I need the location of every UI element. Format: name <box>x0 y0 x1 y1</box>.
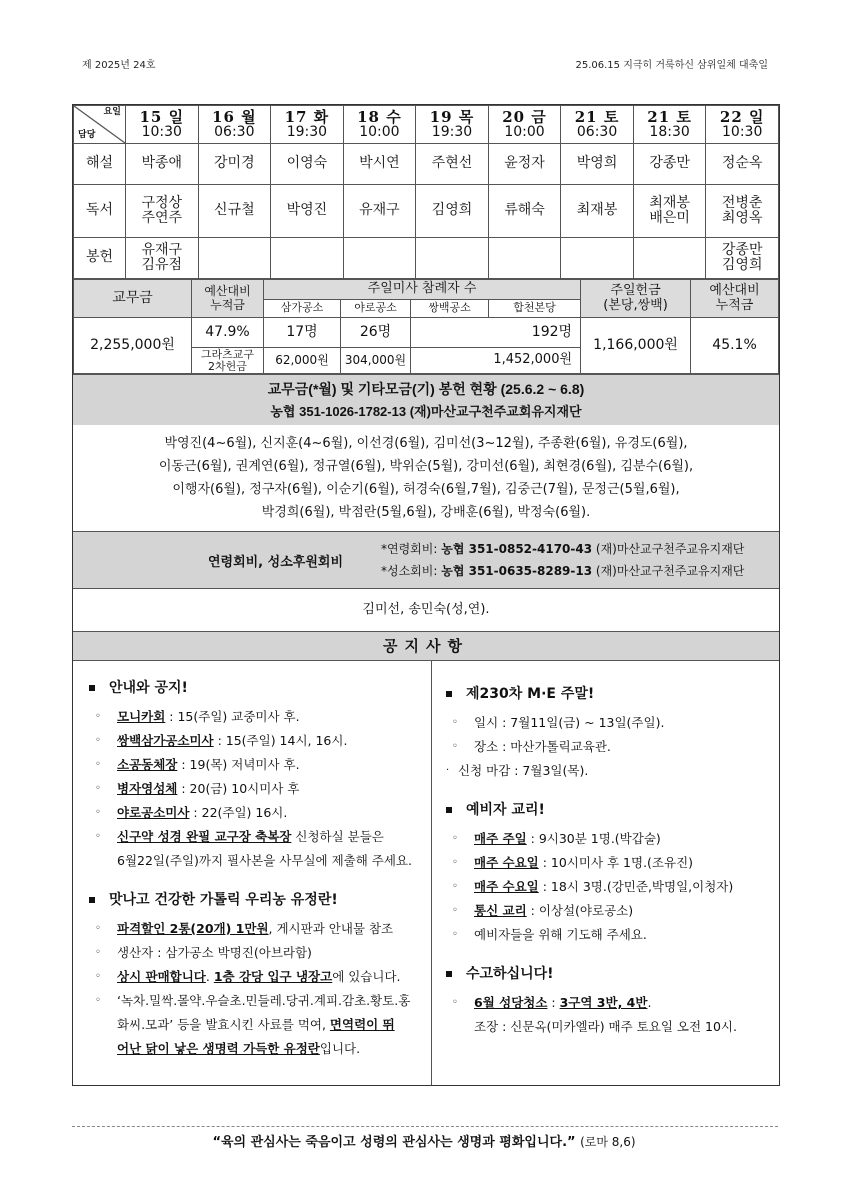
notice-item <box>446 923 779 947</box>
money-value-row <box>74 318 779 348</box>
notice-item <box>89 989 431 1013</box>
item-text: ‘녹차.밀싹.몰약.우슬초.민들레.당귀.계피.감초.황토.홍 <box>117 993 411 1008</box>
day-label: 18 수 <box>357 107 402 126</box>
date-feast: 25.06.15 지극히 거룩하신 삼위일체 대축일 <box>575 60 768 71</box>
item-emphasis: 1층 강당 입구 냉장고 <box>213 969 333 984</box>
notice-item <box>89 825 431 849</box>
notice-item <box>89 705 431 729</box>
schedule-cell: 정순옥 <box>706 144 779 185</box>
dot-bullet-icon: · <box>446 765 450 776</box>
schedule-cell: 박영진 <box>271 185 344 238</box>
item-text: 신청 마감 : 7월3일(목). <box>458 763 589 778</box>
place-label: 쌍백공소 <box>411 300 489 318</box>
circle-bullet-icon: ◦ <box>95 831 101 842</box>
schedule-row-reading <box>74 185 779 238</box>
contributor-line: 이동근(6월), 권계연(6월), 정규열(6월), 박위순(5월), 강미선(6월), 최현경(6월), 김분수(6월), <box>158 459 694 474</box>
account-holder: (재)마산교구천주교유지재단 <box>592 564 745 578</box>
money-head-row-1 <box>74 280 779 300</box>
issue-number: 제 2025년 24호 <box>82 60 156 71</box>
item-text: 입니다. <box>319 1041 361 1056</box>
schedule-row-offering <box>74 238 779 279</box>
contributor-line: 박경희(6월), 박점란(5월,6월), 강배훈(6월), 박정숙(6월). <box>261 505 591 520</box>
circle-bullet-icon: ◦ <box>95 971 101 982</box>
notice-item <box>446 711 779 735</box>
account-prefix: *연령회비: <box>381 542 442 556</box>
circle-bullet-icon: ◦ <box>95 807 101 818</box>
memorial-fee-account <box>381 538 744 560</box>
notice-item <box>89 753 431 777</box>
item-text: 일시 : 7월11일(금) ~ 13일(주일). <box>474 715 665 730</box>
second-collection-samga: 62,000원 <box>264 348 341 374</box>
fees-accounts <box>381 538 744 582</box>
notice-item-continued: 6월22일(주일)까지 필사본을 사무실에 제출해 주세요. <box>117 853 412 868</box>
heading-text: 제230차 M·E 주말! <box>466 686 595 702</box>
second-collection-main: 1,452,000원 <box>411 348 581 374</box>
schedule-cell: 박영희 <box>561 144 634 185</box>
time-label: 10:00 <box>504 124 545 141</box>
attendance-yaro: 26명 <box>341 318 411 348</box>
time-label: 10:30 <box>141 124 182 141</box>
day-label: 21 토 <box>647 107 692 126</box>
schedule-cell <box>633 238 706 279</box>
schedule-cell: 유재구 <box>343 185 416 238</box>
fees-section <box>73 531 779 631</box>
item-emphasis: 3구역 3반, 4반 <box>559 995 648 1010</box>
schedule-cell: 류해숙 <box>488 185 561 238</box>
item-text: : 19(목) 저녁미사 후. <box>177 757 300 772</box>
item-emphasis: 매주 수요일 <box>474 855 539 870</box>
budget-label-2: 예산대비 누적금 <box>691 280 779 318</box>
schedule-cell <box>343 238 416 279</box>
circle-bullet-icon: ◦ <box>95 995 101 1006</box>
circle-bullet-icon: ◦ <box>452 905 458 916</box>
schedule-cell: 강종만 김영희 <box>706 238 779 279</box>
fees-header <box>73 532 779 588</box>
item-text: 신청하실 분들은 <box>291 829 384 844</box>
day-cell <box>126 106 199 144</box>
notice-title: 공지사항 <box>73 632 779 660</box>
notice-item <box>446 851 779 875</box>
day-label: 19 목 <box>429 107 475 126</box>
circle-bullet-icon: ◦ <box>452 741 458 752</box>
day-cell <box>416 106 489 144</box>
quote-reference: (로마 8,6) <box>580 1135 636 1149</box>
day-cell <box>561 106 634 144</box>
item-emphasis: 모니카회 <box>117 709 166 724</box>
notice-item <box>446 827 779 851</box>
schedule-cell: 박시연 <box>343 144 416 185</box>
item-text: : 22(주일) 16시. <box>189 805 288 820</box>
day-label: 22 일 <box>719 107 765 126</box>
second-collection-label: 그라츠교구 2차헌금 <box>192 348 264 374</box>
account-number: 농협 351-0635-8289-13 <box>441 564 593 578</box>
circle-bullet-icon: ◦ <box>95 923 101 934</box>
time-label: 06:30 <box>576 124 618 141</box>
tithe-amount: 2,255,000원 <box>74 318 192 374</box>
heading-text: 안내와 공지! <box>109 680 188 696</box>
schedule-cell <box>271 238 344 279</box>
item-emphasis: 6월 성당청소 <box>474 995 548 1010</box>
notice-left-column <box>73 661 432 1085</box>
item-text: : <box>547 995 560 1010</box>
place-label: 삼가공소 <box>264 300 341 318</box>
attendance-label: 주일미사 참례자 수 <box>264 280 581 300</box>
schedule-cell: 김영희 <box>416 185 489 238</box>
day-label: 17 화 <box>284 107 330 126</box>
day-cell <box>343 106 416 144</box>
time-label: 19:30 <box>286 124 328 141</box>
item-text: 장소 : 마산가톨릭교육관. <box>474 739 611 754</box>
item-text: : 9시30분 1명.(박갑술) <box>526 831 661 846</box>
item-text: 예비자들을 위해 기도해 주세요. <box>474 927 647 942</box>
circle-bullet-icon: ◦ <box>95 711 101 722</box>
notice-item <box>89 729 431 753</box>
heading-text: 수고하십니다! <box>466 966 554 982</box>
notice-section <box>73 631 779 1085</box>
item-text: : 15(주일) 14시, 16시. <box>213 733 348 748</box>
item-emphasis: 파격할인 2통(20개) 1만원 <box>117 921 269 936</box>
notice-item <box>446 735 779 759</box>
notice-item <box>446 991 779 1015</box>
heading-text: 예비자 교리! <box>466 802 545 818</box>
budget-percent-2: 45.1% <box>691 318 779 374</box>
quote-text: “육의 관심사는 죽음이고 성령의 관심사는 생명과 평화입니다.” <box>212 1135 576 1150</box>
day-cell <box>633 106 706 144</box>
circle-bullet-icon: ◦ <box>452 857 458 868</box>
time-label: 19:30 <box>431 124 473 141</box>
contribution-title: 교무금(*월) 및 기타모금(기) 봉헌 현황 (25.6.2 ~ 6.8) <box>73 375 779 401</box>
notice-item <box>446 899 779 923</box>
item-text: : 10시미사 후 1명.(조유진) <box>538 855 694 870</box>
schedule-head-row <box>74 106 779 144</box>
time-label: 10:30 <box>722 124 763 141</box>
contributor-list <box>73 425 779 531</box>
fee-contributors: 김미선, 송민숙(성,연). <box>73 588 779 631</box>
time-label: 06:30 <box>214 124 255 141</box>
notice-item-continued: 조장 : 신문옥(미카엘라) 매주 토요일 오전 10시. <box>474 1019 737 1034</box>
item-text: : 15(주일) 교중미사 후. <box>165 709 300 724</box>
place-label: 야로공소 <box>341 300 411 318</box>
schedule-cell: 전병춘 최영옥 <box>706 185 779 238</box>
schedule-cell: 윤정자 <box>488 144 561 185</box>
item-text: 화씨.모과’ 등을 발효시킨 사료를 먹여, <box>117 1017 330 1032</box>
item-emphasis: 야로공소미사 <box>117 805 190 820</box>
notice-item-continued <box>89 1037 431 1061</box>
notice-heading <box>446 799 779 819</box>
circle-bullet-icon: ◦ <box>452 997 458 1008</box>
scripture-quote <box>0 1131 848 1150</box>
notice-item <box>89 941 431 965</box>
notice-heading <box>446 683 779 703</box>
sunday-offering-label: 주일헌금 (본당,쌍백) <box>581 280 691 318</box>
notice-heading <box>89 677 431 697</box>
role-label: 봉헌 <box>74 238 126 279</box>
item-emphasis: 매주 주일 <box>474 831 527 846</box>
item-text: 생산자 : 삼가공소 박명진(아브라함) <box>117 945 312 960</box>
schedule-cell <box>561 238 634 279</box>
item-text: , 게시판과 안내물 참조 <box>268 921 394 936</box>
day-cell <box>271 106 344 144</box>
notice-heading <box>89 889 431 909</box>
schedule-cell: 최재봉 배은미 <box>633 185 706 238</box>
square-bullet-icon <box>89 685 95 691</box>
footer-divider <box>72 1126 778 1127</box>
circle-bullet-icon: ◦ <box>452 833 458 844</box>
day-label: 21 토 <box>574 107 620 126</box>
day-cell <box>706 106 779 144</box>
schedule-cell: 유재구 김유점 <box>126 238 199 279</box>
item-emphasis: 소공동체장 <box>117 757 178 772</box>
schedule-cell: 박종애 <box>126 144 199 185</box>
attendance-main: 192명 <box>411 318 581 348</box>
item-emphasis: 통신 교리 <box>474 903 527 918</box>
account-prefix: *성소회비: <box>381 564 442 578</box>
second-collection-yaro: 304,000원 <box>341 348 411 374</box>
item-emphasis: 매주 수요일 <box>474 879 539 894</box>
contribution-account: 농협 351-1026-1782-13 (재)마산교구천주교회유지재단 <box>73 401 779 425</box>
corner-bottom-label: 담당 <box>78 130 96 141</box>
day-cell <box>198 106 271 144</box>
schedule-cell <box>488 238 561 279</box>
sunday-offering-amount: 1,166,000원 <box>581 318 691 374</box>
day-label: 15 일 <box>139 107 185 126</box>
fees-label: 연령회비, 성소후원회비 <box>207 554 343 570</box>
notice-body <box>73 660 779 1085</box>
circle-bullet-icon: ◦ <box>452 717 458 728</box>
schedule-cell: 주현선 <box>416 144 489 185</box>
item-text: . <box>205 969 214 984</box>
notice-item <box>89 801 431 825</box>
budget-label: 예산대비 누적금 <box>192 280 264 318</box>
circle-bullet-icon: ◦ <box>95 947 101 958</box>
time-label: 10:00 <box>359 124 400 141</box>
ministry-schedule-table <box>73 105 779 279</box>
schedule-cell: 강미경 <box>198 144 271 185</box>
schedule-cell: 이영숙 <box>271 144 344 185</box>
vocation-fee-account <box>381 560 744 582</box>
place-label: 합천본당 <box>489 300 581 318</box>
contributor-line: 박영진(4~6월), 신지훈(4~6월), 이선경(6월), 김미선(3~12월), 주종환(6월), 유경도(6월), <box>164 436 688 451</box>
corner-top-label: 요일 <box>103 107 121 117</box>
item-emphasis: 어난 닭이 낳은 생명력 가득한 유정란 <box>117 1041 320 1056</box>
item-text: 에 있습니다. <box>332 969 401 984</box>
item-emphasis: 병자영성체 <box>117 781 178 796</box>
circle-bullet-icon: ◦ <box>95 759 101 770</box>
notice-item <box>89 777 431 801</box>
square-bullet-icon <box>446 691 452 697</box>
circle-bullet-icon: ◦ <box>95 735 101 746</box>
schedule-cell: 강종만 <box>633 144 706 185</box>
item-text: : 이상설(야로공소) <box>526 903 634 918</box>
account-holder: (재)마산교구천주교유지재단 <box>592 542 745 556</box>
offering-attendance-table <box>73 279 779 374</box>
schedule-cell <box>198 238 271 279</box>
notice-right-column <box>432 661 779 1085</box>
item-emphasis: 신구약 성경 완필 교구장 축복장 <box>117 829 292 844</box>
schedule-cell: 최재봉 <box>561 185 634 238</box>
notice-heading <box>446 963 779 983</box>
contributor-line: 이행자(6월), 정구자(6월), 이순기(6월), 허경숙(6월,7월), 김중근(7월), 문정근(5월,6월), <box>172 482 680 497</box>
attendance-samga: 17명 <box>264 318 341 348</box>
notice-item <box>446 759 779 783</box>
time-label: 18:30 <box>649 124 690 141</box>
schedule-cell: 신규철 <box>198 185 271 238</box>
role-label: 독서 <box>74 185 126 238</box>
notice-item <box>89 917 431 941</box>
notice-item <box>89 965 431 989</box>
item-text: . <box>647 995 652 1010</box>
square-bullet-icon <box>89 897 95 903</box>
day-cell <box>488 106 561 144</box>
tithe-label: 교무금 <box>74 280 192 318</box>
circle-bullet-icon: ◦ <box>452 881 458 892</box>
account-number: 농협 351-0852-4170-43 <box>441 542 593 556</box>
notice-item-continued <box>89 1013 431 1037</box>
day-label: 20 금 <box>502 107 547 126</box>
item-emphasis: 면역력이 뛰 <box>329 1017 395 1032</box>
heading-text: 맛나고 건강한 가톨릭 우리농 유정란! <box>109 892 338 908</box>
contribution-section <box>73 374 779 531</box>
item-emphasis: 상시 판매합니다 <box>117 969 206 984</box>
bulletin-frame <box>72 104 780 1086</box>
schedule-row-commentary <box>74 144 779 185</box>
schedule-cell: 구정상 주연주 <box>126 185 199 238</box>
item-text: : 18시 3명.(강민준,박명일,이청자) <box>538 879 734 894</box>
item-text: : 20(금) 10시미사 후 <box>177 781 300 796</box>
item-emphasis: 쌍백삼가공소미사 <box>117 733 214 748</box>
notice-item <box>446 875 779 899</box>
budget-percent: 47.9% <box>192 318 264 348</box>
square-bullet-icon <box>446 971 452 977</box>
role-label: 해설 <box>74 144 126 185</box>
day-label: 16 월 <box>212 107 257 126</box>
circle-bullet-icon: ◦ <box>95 783 101 794</box>
corner-cell <box>74 106 126 144</box>
circle-bullet-icon: ◦ <box>452 929 458 940</box>
square-bullet-icon <box>446 807 452 813</box>
schedule-cell <box>416 238 489 279</box>
